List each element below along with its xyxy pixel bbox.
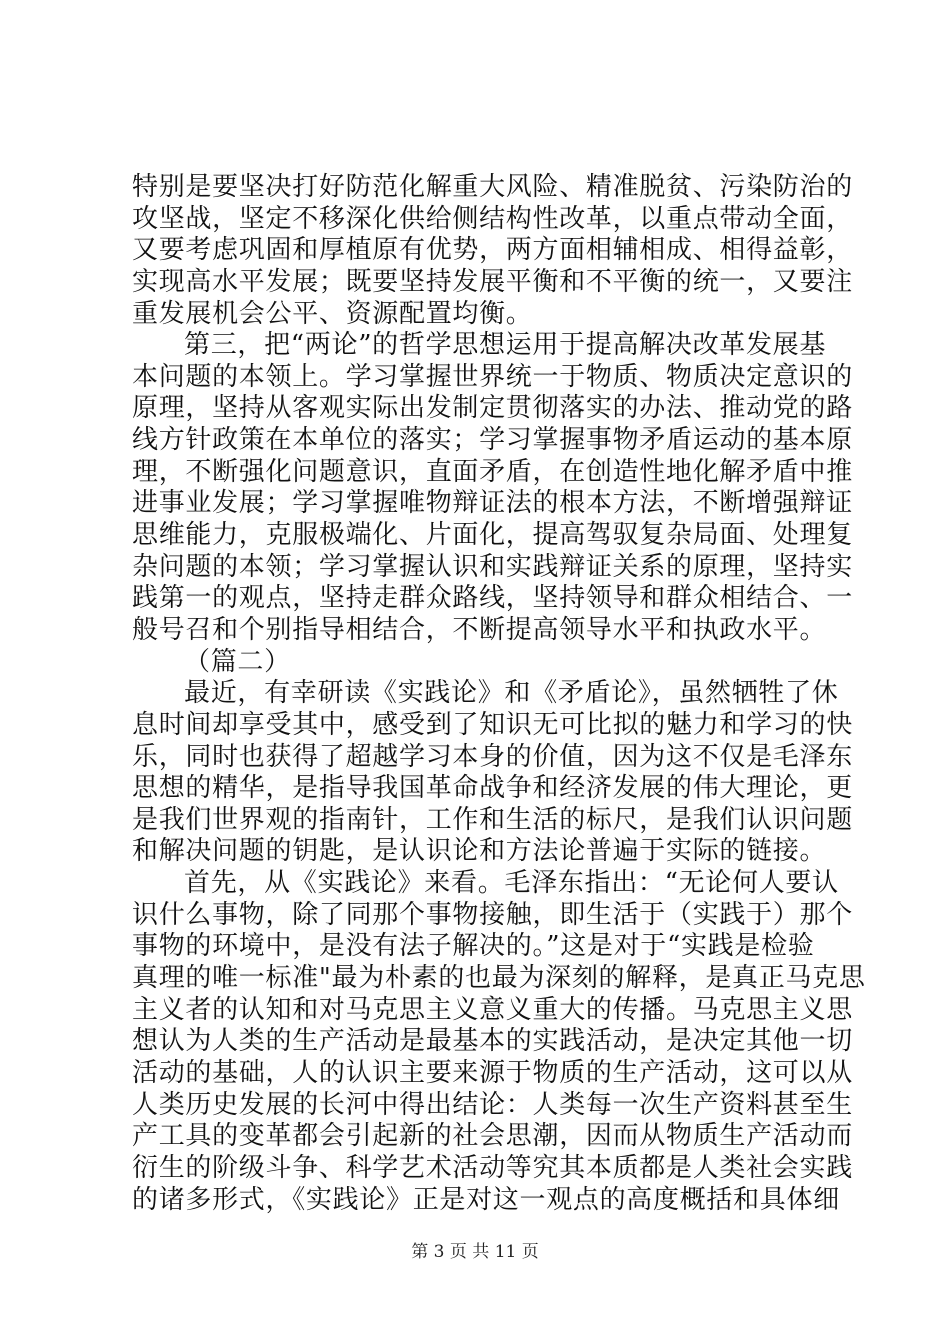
text-line: 活动的基础，人的认识主要来源于物质的生产活动，这可以从	[132, 1057, 853, 1088]
text-line: 的诸多形式，《实践论》正是对这一观点的高度概括和具体细	[132, 1184, 840, 1215]
text-line: 真理的唯一标准"最为朴素的也最为深刻的解释，是真正马克思	[132, 963, 866, 994]
text-line: 和解决问题的钥匙，是认识论和方法论普遍于实际的链接。	[132, 836, 827, 867]
text-line: 思维能力，克服极端化、片面化，提高驾驭复杂局面、处理复	[132, 520, 853, 551]
text-line: 思想的精华，是指导我国革命战争和经济发展的伟大理论，更	[132, 773, 853, 804]
text-line: 特别是要坚决打好防范化解重大风险、精准脱贫、污染防治的	[132, 172, 853, 202]
text-line: 息时间却享受其中，感受到了知识无可比拟的魅力和学习的快	[132, 709, 853, 740]
text-line: 主义者的认知和对马克思主义意义重大的传播。马克思主义思	[132, 994, 853, 1025]
text-line: 产工具的变革都会引起新的社会思潮，因而从物质生产活动而	[132, 1121, 853, 1152]
text-line: 攻坚战，坚定不移深化供给侧结构性改革，以重点带动全面，	[132, 203, 853, 234]
text-line: 是我们世界观的指南针，工作和生活的标尺，是我们认识问题	[132, 804, 853, 835]
text-line: 识什么事物，除了同那个事物接触，即生活于（实践于）那个	[132, 899, 853, 930]
text-line: 进事业发展；学习掌握唯物辩证法的根本方法，不断增强辩证	[132, 488, 853, 519]
text-line: 杂问题的本领；学习掌握认识和实践辩证关系的原理，坚持实	[132, 551, 853, 582]
text-line: 般号召和个别指导相结合，不断提高领导水平和执政水平。	[132, 614, 827, 645]
text-line: 事物的环境中，是没有法子解决的。”这是对于“实践是检验	[132, 931, 815, 962]
text-line: 原理，坚持从客观实际出发制定贯彻落实的办法、推动党的路	[132, 393, 853, 424]
text-line: 线方针政策在本单位的落实；学习掌握事物矛盾运动的基本原	[132, 425, 853, 456]
text-line: 重发展机会公平、资源配置均衡。	[132, 298, 533, 329]
text-line: 本问题的本领上。学习掌握世界统一于物质、物质决定意识的	[132, 361, 853, 392]
text-line: 想认为人类的生产活动是最基本的实践活动，是决定其他一切	[132, 1026, 853, 1057]
text-line: 又要考虑巩固和厚植原有优势，两方面相辅相成、相得益彰，	[132, 235, 853, 266]
text-line: 践第一的观点，坚持走群众路线，坚持领导和群众相结合、一	[132, 583, 853, 614]
text-line: 实现高水平发展；既要坚持发展平衡和不平衡的统一，又要注	[132, 266, 853, 297]
text-line: 最近，有幸研读《实践论》和《矛盾论》，虽然牺牲了休	[184, 678, 839, 709]
text-line: 衍生的阶级斗争、科学艺术活动等究其本质都是人类社会实践	[132, 1152, 853, 1183]
section-heading: （篇二）	[184, 646, 291, 677]
body-text	[132, 172, 866, 1216]
page-footer: 第 3 页 共 11 页	[411, 1242, 539, 1262]
text-line: 首先，从《实践论》来看。毛泽东指出：“无论何人要认	[184, 868, 839, 899]
text-line: 人类历史发展的长河中得出结论：人类每一次生产资料甚至生	[132, 1089, 853, 1120]
text-line: 第三，把“两论”的哲学思想运用于提高解决改革发展基	[184, 330, 827, 361]
text-line: 乐，同时也获得了超越学习本身的价值，因为这不仅是毛泽东	[132, 741, 853, 772]
text-line: 理，不断强化问题意识，直面矛盾，在创造性地化解矛盾中推	[132, 456, 853, 487]
